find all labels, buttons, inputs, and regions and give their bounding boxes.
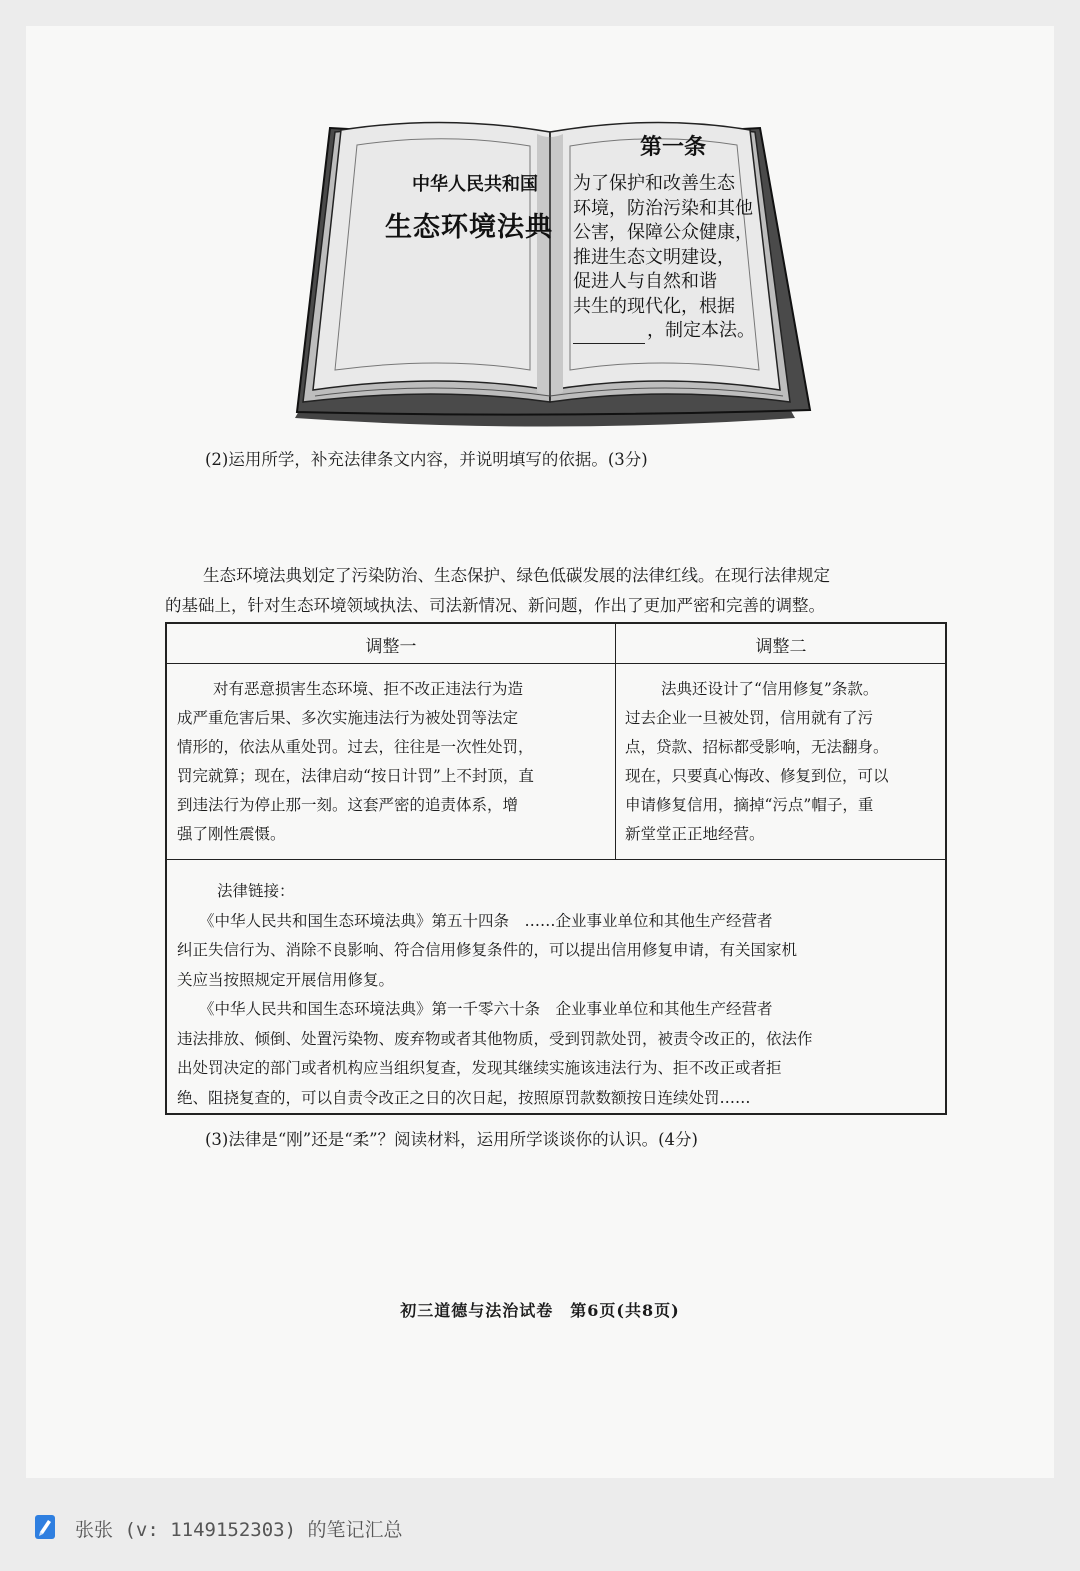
table-header-2: 调整二 [755, 637, 807, 657]
cell-line: 过去企业一旦被处罚，信用就有了污 [625, 709, 874, 727]
article-text [573, 172, 763, 344]
question-3: (3)法律是“刚”还是“柔”？阅读材料，运用所学谈谈你的认识。(4分) [205, 1130, 698, 1149]
legal-links [177, 877, 942, 1113]
adjustment-table [165, 622, 947, 1115]
link-line: 关应当按照规定开展信用修复。 [177, 970, 395, 989]
link-line: 违法排放、倾倒、处置污染物、废弃物或者其他物质，受到罚款处罚，被责令改正的，依法作 [177, 1029, 813, 1048]
intro-line: 生态环境法典划定了污染防治、生态保护、绿色低碳发展的法律红线。在现行法律规定 [203, 566, 830, 585]
adjustment-two-text [625, 675, 940, 849]
article-last-line [573, 319, 763, 344]
cell-line: 强了刚性震慑。 [177, 825, 286, 843]
article-line: 推进生态文明建设， [573, 246, 735, 268]
cell-line: 新堂堂正正地经营。 [625, 825, 765, 843]
cell-line: 现在，只要真心悔改、修复到位，可以 [625, 767, 889, 785]
link-line: 《中华人民共和国生态环境法典》第一千零六十条 企业事业单位和其他生产经营者 [199, 1000, 773, 1018]
link-line: 纠正失信行为、消除不良影响、符合信用修复条件的，可以提出信用修复申请，有关国家机 [177, 941, 798, 959]
cell-line: 对有恶意损害生态环境、拒不改正违法行为造 [213, 680, 524, 698]
cell-line: 罚完就算；现在，法律启动“按日计罚”上不封顶，直 [177, 767, 534, 785]
watermark-bar [0, 1502, 1080, 1552]
law-book-illustration [275, 100, 815, 430]
table-header-1: 调整一 [365, 637, 417, 657]
cell-line: 成严重危害后果、多次实施违法行为被处罚等法定 [177, 709, 519, 727]
article-line: 环境，防治污染和其他 [573, 197, 753, 219]
article-line: 为了保护和改善生态 [573, 173, 735, 194]
cell-line: 到违法行为停止那一刻。这套严密的追责体系，增 [177, 796, 519, 814]
link-line: 《中华人民共和国生态环境法典》第五十四条 ……企业事业单位和其他生产经营者 [199, 911, 773, 930]
book-title-big: 生态环境法典 [385, 212, 553, 243]
link-line: 出处罚决定的部门或者机构应当组织复查，发现其继续实施该违法行为、拒不改正或者拒 [177, 1059, 782, 1077]
question-2: (2)运用所学，补充法律条文内容，并说明填写的依据。(3分) [205, 450, 648, 469]
page-footer: 初三道德与法治试卷 第6页(共8页) [400, 1301, 680, 1320]
book-title-small: 中华人民共和国 [412, 174, 538, 195]
article-heading: 第一条 [639, 135, 706, 160]
adjustment-one-text [177, 675, 607, 849]
intro-line: 的基础上，针对生态环境领域执法、司法新情况、新问题，作出了更加严密和完善的调整。 [165, 596, 825, 615]
article-line: 公害，保障公众健康， [573, 222, 753, 243]
cell-line: 申请修复信用，摘掉“污点”帽子，重 [625, 796, 874, 814]
cell-line: 法典还设计了“信用修复”条款。 [661, 680, 879, 698]
article-line-suffix: ，制定本法。 [647, 320, 755, 341]
link-line: 绝、阻挠复查的，可以自责令改正之日的次日起，按照原罚款数额按日连续处罚…… [177, 1088, 751, 1107]
note-icon [34, 1514, 56, 1540]
fill-in-blank [573, 327, 645, 344]
legal-links-heading: 法律链接： [217, 882, 295, 900]
cell-line: 情形的，依法从重处罚。过去，往往是一次性处罚， [177, 738, 534, 756]
article-line: 促进人与自然和谐 [573, 271, 717, 292]
article-line: 共生的现代化，根据 [573, 295, 735, 317]
watermark-text: 张张 (v: 1149152303) 的笔记汇总 [75, 1519, 403, 1541]
intro-paragraph [165, 561, 955, 621]
cell-line: 点，贷款、招标都受影响，无法翻身。 [625, 738, 889, 756]
